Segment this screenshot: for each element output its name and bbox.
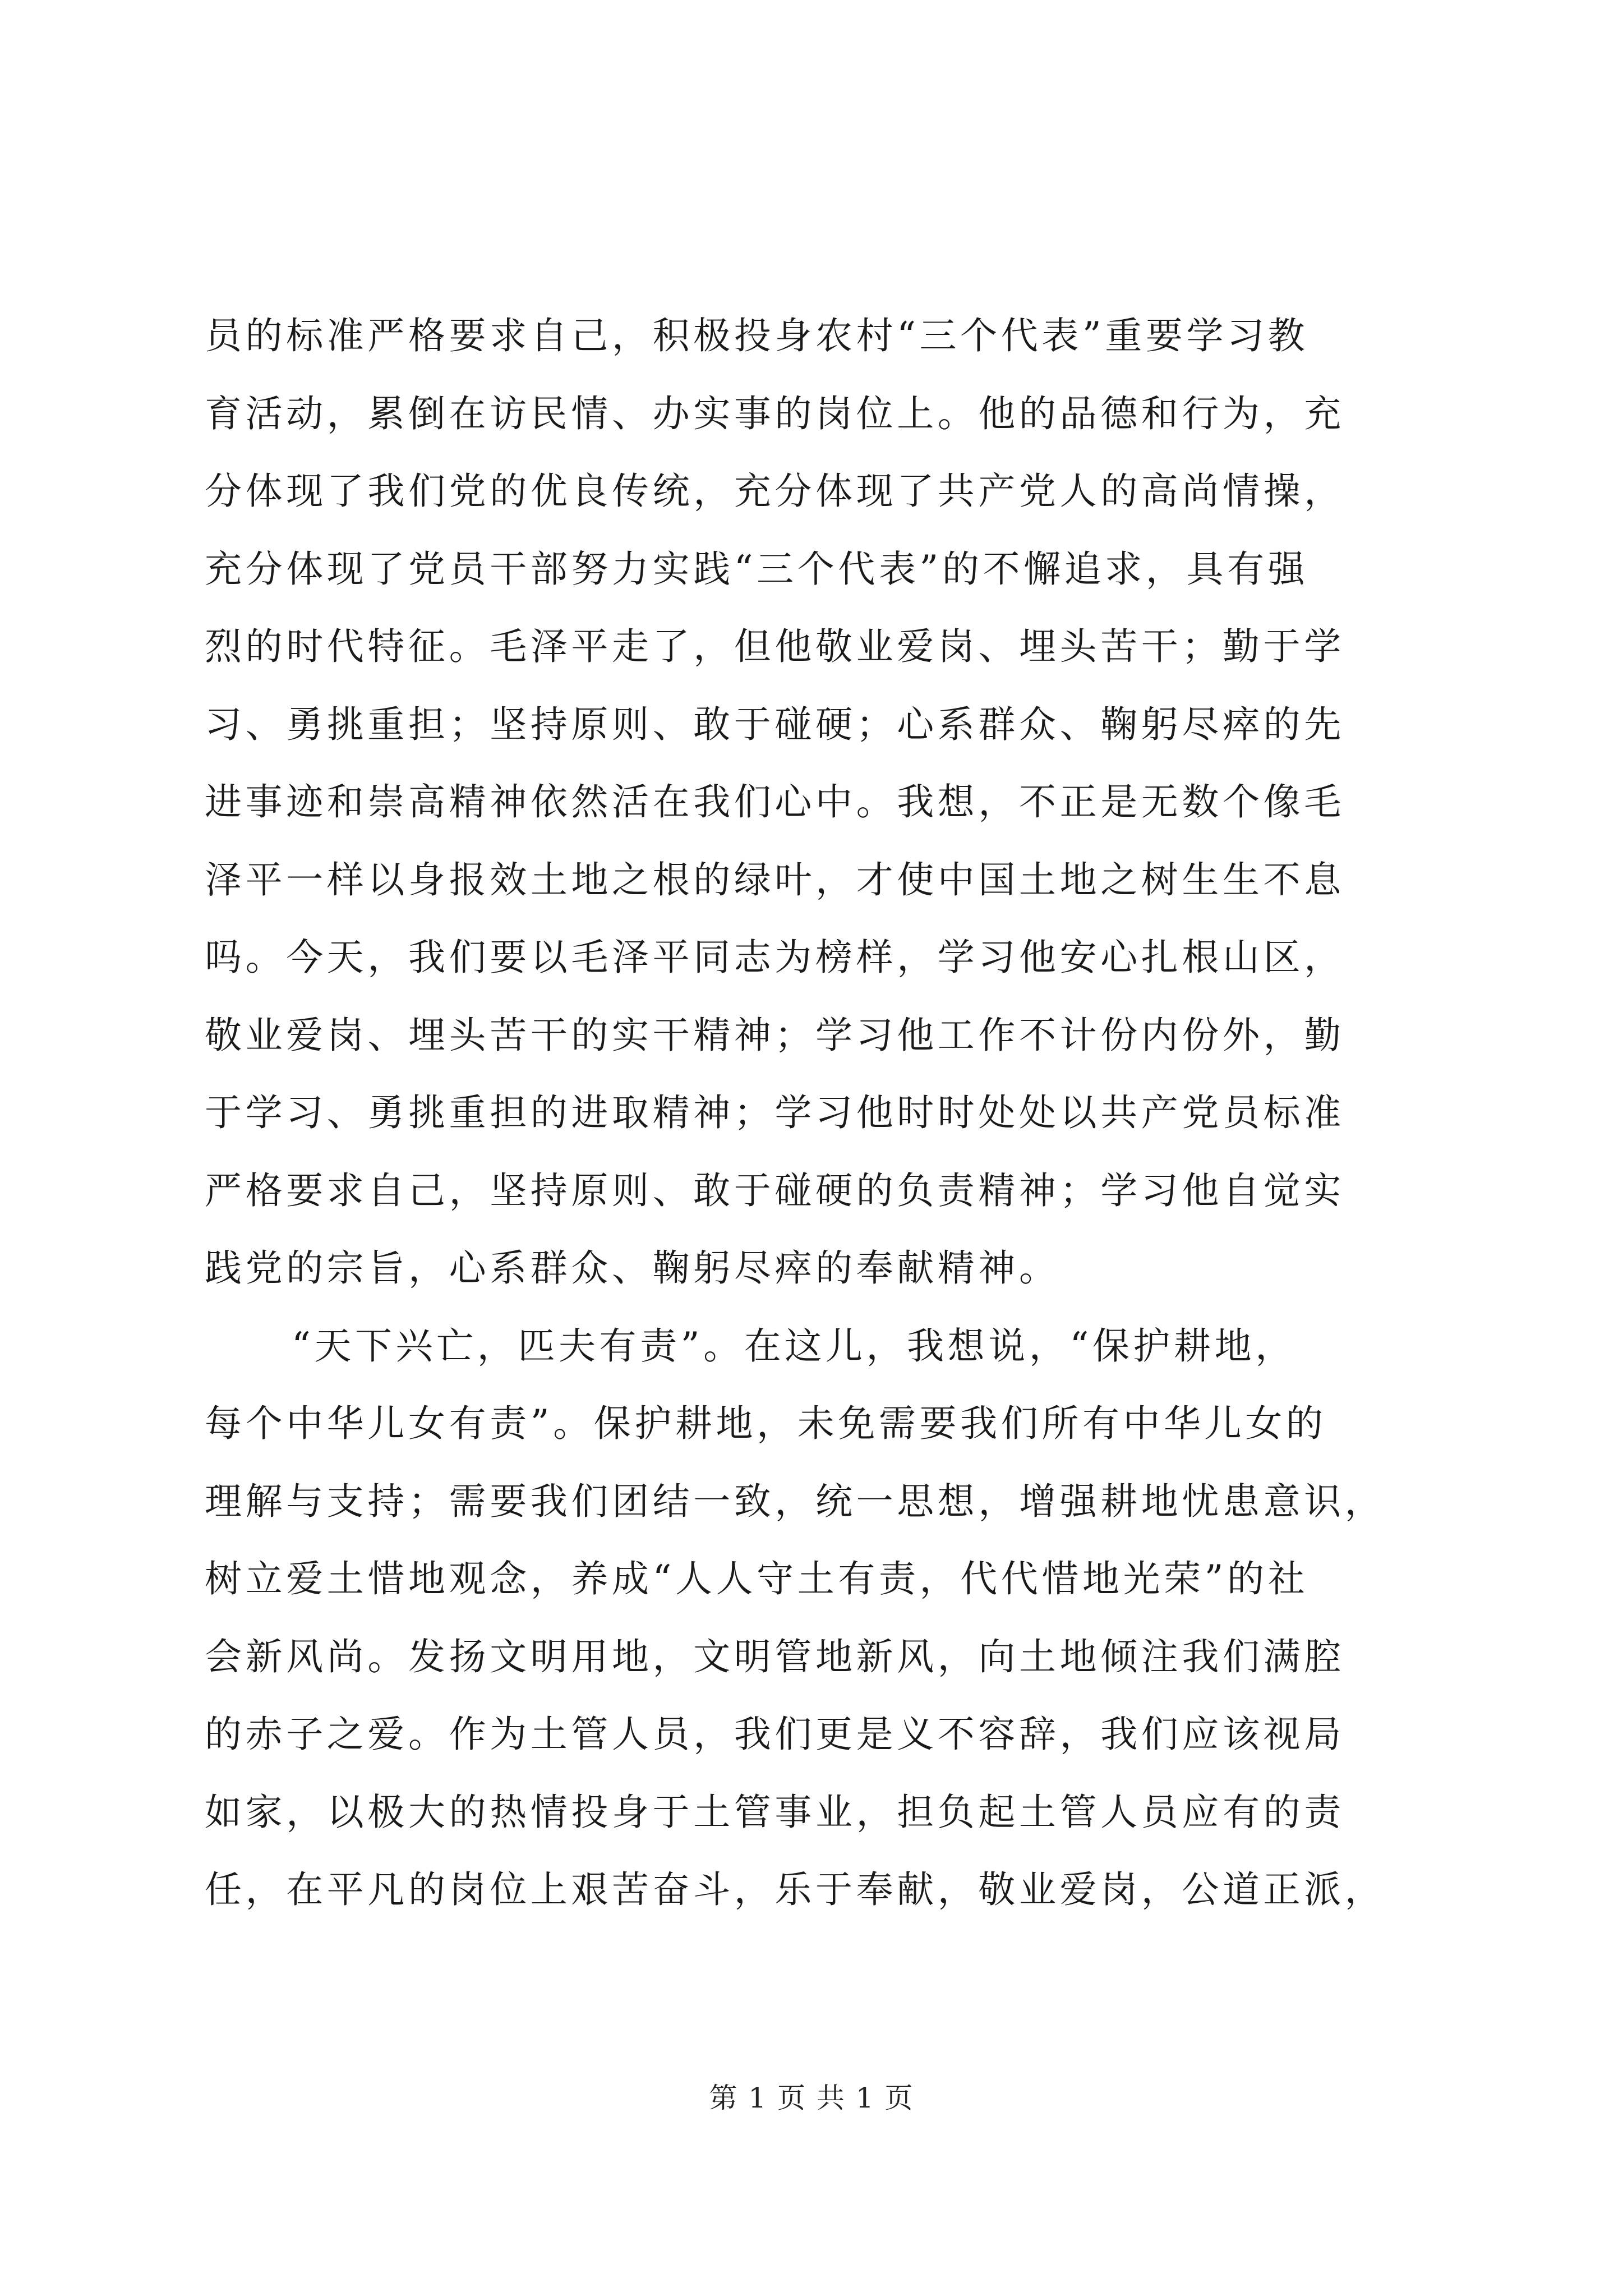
page-footer: 第 1 页 共 1 页 [709,2082,914,2114]
text-line: 如家，以极大的热情投身于土管事业，担负起土管人员应有的责 [205,1790,1345,1834]
text-line: 严格要求自己，坚持原则、敢于碰硬的负责精神；学习他自觉实 [205,1168,1345,1212]
text-line: 育活动，累倒在访民情、办实事的岗位上。他的品德和行为，充 [205,392,1345,435]
text-line: 每个中华儿女有责”。保护耕地，未免需要我们所有中华儿女的 [205,1402,1327,1445]
text-line: 充分体现了党员干部努力实践“三个代表”的不懈追求，具有强 [205,547,1309,591]
text-line: 树立爱土惜地观念，养成“人人守土有责，代代惜地光荣”的社 [205,1557,1309,1600]
text-line: 分体现了我们党的优良传统，充分体现了共产党人的高尚情操， [205,470,1345,513]
text-line: 烈的时代特征。毛泽平走了，但他敬业爱岗、埋头苦干；勤于学 [205,625,1345,668]
text-line: 进事迹和崇高精神依然活在我们心中。我想，不正是无数个像毛 [205,780,1345,823]
text-line: 的赤子之爱。作为土管人员，我们更是义不容辞，我们应该视局 [205,1713,1345,1756]
text-line: 任，在平凡的岗位上艰苦奋斗，乐于奉献，敬业爱岗，公道正派， [205,1868,1386,1911]
text-line: 敬业爱岗、埋头苦干的实干精神；学习他工作不计份内份外，勤 [205,1013,1345,1057]
text-line: 理解与支持；需要我们团结一致，统一思想，增强耕地忧患意识， [205,1479,1386,1523]
text-line: 吗。今天，我们要以毛泽平同志为榜样，学习他安心扎根山区， [205,936,1345,979]
text-line: 于学习、勇挑重担的进取精神；学习他时时处处以共产党员标准 [205,1091,1345,1134]
text-line: 员的标准严格要求自己，积极投身农村“三个代表”重要学习教 [205,314,1309,357]
text-line: 泽平一样以身报效土地之根的绿叶，才使中国土地之树生生不息 [205,858,1345,901]
text-line: 践党的宗旨，心系群众、鞠躬尽瘁的奉献精神。 [205,1246,1060,1290]
body-text [205,297,1419,1929]
text-line: 会新风尚。发扬文明用地，文明管地新风，向土地倾注我们满腔 [205,1635,1345,1678]
text-line: 习、勇挑重担；坚持原则、敢于碰硬；心系群众、鞠躬尽瘁的先 [205,702,1345,746]
paragraph-first-line: “天下兴亡，匹夫有责”。在这儿，我想说，“保护耕地， [292,1324,1296,1368]
